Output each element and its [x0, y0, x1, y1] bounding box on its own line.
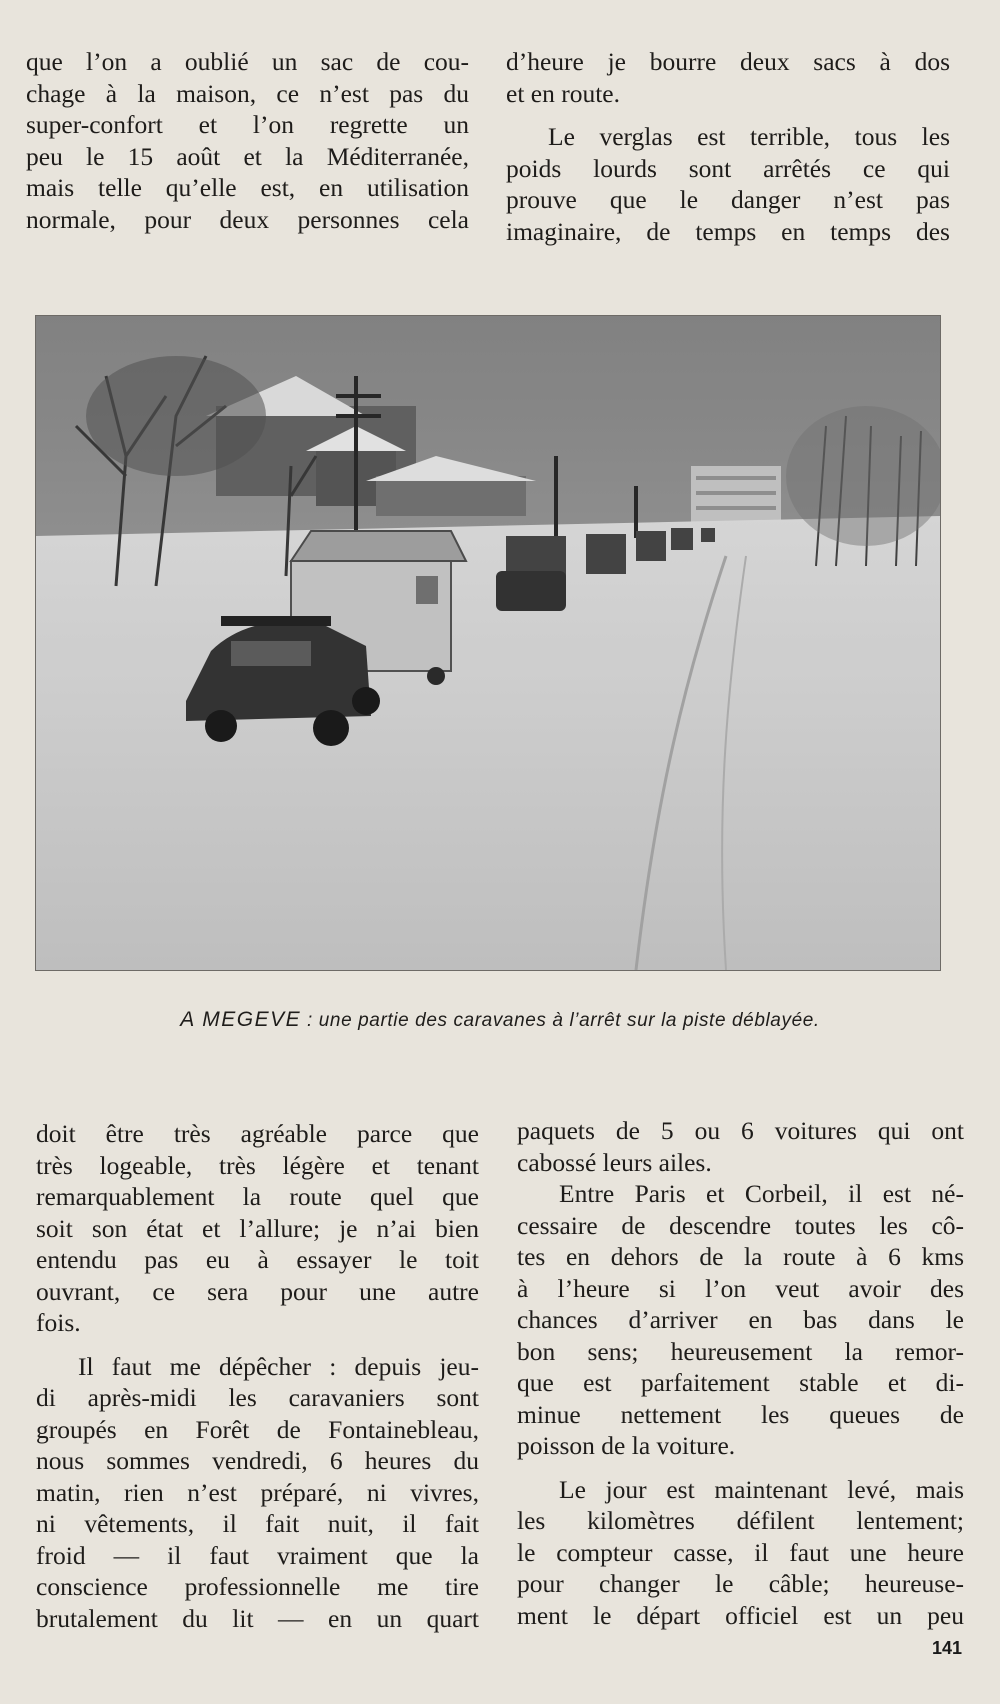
- text-line: entendu pas eu à essayer le toit: [36, 1245, 479, 1274]
- text-column-top-right: [506, 46, 950, 247]
- text-line: ouvrant, ce sera pour une autre: [36, 1276, 479, 1306]
- photograph-megeve-caravans: [36, 316, 940, 970]
- text-line: que l’on a oublié un sac de cou-: [26, 47, 469, 76]
- paragraph: [517, 1178, 964, 1462]
- text-line: mais telle qu’elle est, en utilisation: [26, 173, 469, 202]
- text-line: poisson de la voiture.: [517, 1431, 736, 1460]
- text-line: groupés en Forêt de Fontainebleau,: [36, 1414, 479, 1444]
- paragraph-gap: [517, 1462, 964, 1474]
- snow-road-scene: [36, 316, 940, 970]
- paragraph: [517, 1115, 964, 1178]
- text-line: chage à la maison, ce n’est pas du: [26, 78, 469, 108]
- text-line: cabossé leurs ailes.: [517, 1147, 712, 1177]
- text-line: les kilomètres défilent lentement;: [517, 1506, 964, 1535]
- text-line: Le jour est maintenant levé, mais: [559, 1474, 964, 1504]
- text-column-bottom-left: [36, 1118, 479, 1634]
- text-line: d’heure je bourre deux sacs à dos: [506, 47, 950, 76]
- text-line: conscience professionnelle me tire: [36, 1572, 479, 1601]
- paragraph: [506, 121, 950, 247]
- text-line: que est parfaitement stable et di-: [517, 1368, 964, 1397]
- text-line: super-confort et l’on regrette un: [26, 110, 469, 139]
- text-line: ment le départ officiel est un peu: [517, 1600, 964, 1630]
- text-line: minue nettement les queues de: [517, 1399, 964, 1429]
- text-line: Il faut me dépêcher : depuis jeu-: [78, 1351, 479, 1381]
- paragraph-gap: [36, 1339, 479, 1351]
- text-line: le compteur casse, il faut une heure: [517, 1537, 964, 1567]
- page-number: 141: [932, 1638, 963, 1658]
- text-line: poids lourds sont arrêtés ce qui: [506, 153, 950, 183]
- text-line: à l’heure si l’on veut avoir des: [517, 1273, 964, 1303]
- paragraph: [26, 46, 469, 235]
- text-line: et en route.: [506, 78, 620, 108]
- text-line: nous sommes vendredi, 6 heures du: [36, 1446, 479, 1475]
- caption-place: A MEGEVE: [180, 1008, 302, 1031]
- text-line: très logeable, très légère et tenant: [36, 1150, 479, 1180]
- paragraph: [517, 1474, 964, 1632]
- text-line: cessaire de descendre toutes les cô-: [517, 1210, 964, 1240]
- text-line: doit être très agréable parce que: [36, 1119, 479, 1148]
- text-line: prouve que le danger n’est pas: [506, 185, 950, 214]
- text-line: normale, pour deux personnes cela: [26, 204, 469, 234]
- text-line: Le verglas est terrible, tous les: [548, 122, 950, 151]
- text-line: peu le 15 août et la Méditerranée,: [26, 141, 469, 171]
- text-line: matin, rien n’est préparé, ni vivres,: [36, 1477, 479, 1507]
- paragraph: [506, 46, 950, 109]
- text-column-bottom-right: [517, 1115, 964, 1631]
- paragraph: [36, 1118, 479, 1339]
- text-line: pour changer le câble; heureuse-: [517, 1569, 964, 1598]
- text-line: ni vêtements, il fait nuit, il fait: [36, 1509, 479, 1538]
- text-line: tes en dehors de la route à 6 kms: [517, 1242, 964, 1271]
- text-line: fois.: [36, 1308, 81, 1337]
- text-column-top-left: [26, 46, 469, 235]
- text-line: imaginaire, de temps en temps des: [506, 216, 950, 246]
- photo-caption: [0, 1008, 1000, 1032]
- text-line: chances d’arriver en bas dans le: [517, 1305, 964, 1334]
- text-line: Entre Paris et Corbeil, il est né-: [559, 1179, 964, 1208]
- text-line: di après-midi les caravaniers sont: [36, 1383, 479, 1412]
- paragraph-gap: [506, 109, 950, 121]
- paragraph: [36, 1351, 479, 1635]
- text-line: paquets de 5 ou 6 voitures qui ont: [517, 1116, 964, 1145]
- text-line: bon sens; heureusement la remor-: [517, 1336, 964, 1366]
- text-line: froid — il faut vraiment que la: [36, 1540, 479, 1570]
- text-line: remarquablement la route quel que: [36, 1182, 479, 1211]
- text-line: brutalement du lit — en un quart: [36, 1603, 479, 1633]
- text-line: soit son état et l’allure; je n’ai bien: [36, 1213, 479, 1243]
- caption-text: : une partie des caravanes à l’arrêt sur la piste déblayée.: [301, 1010, 820, 1031]
